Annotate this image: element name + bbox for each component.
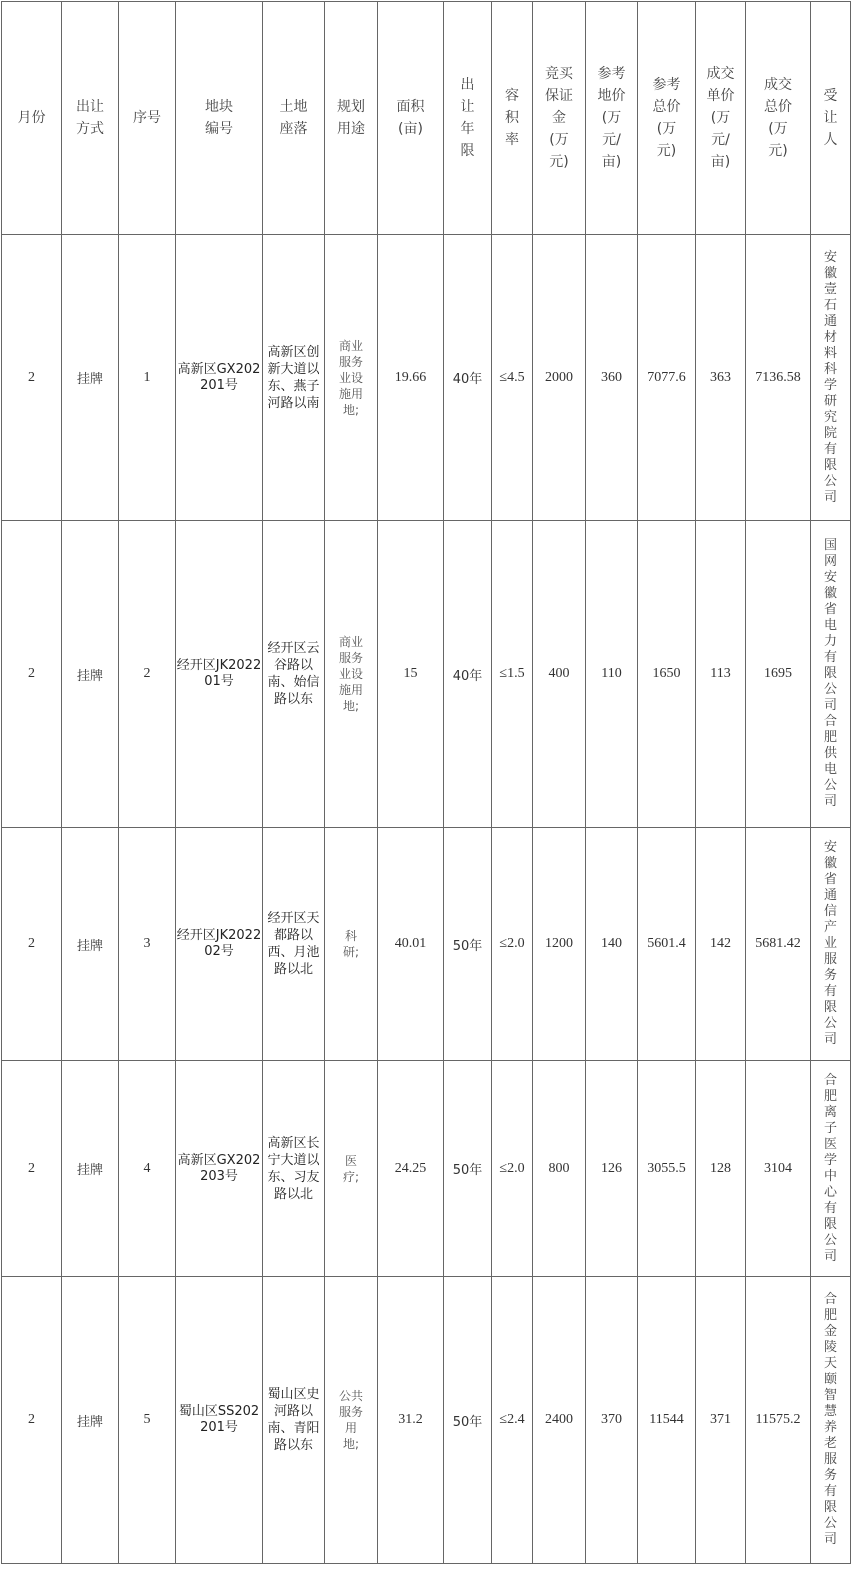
header-cell: 参考地价(万元/亩) [586, 2, 638, 235]
parcel-code-cell: 蜀山区SS202201号 [176, 1277, 263, 1564]
deal-unit-price-cell: 371 [696, 1277, 746, 1564]
ref-unit-price-cell: 140 [586, 828, 638, 1061]
deal-unit-price-cell: 363 [696, 235, 746, 521]
header-cell: 土地座落 [263, 2, 325, 235]
table-row [2, 521, 851, 828]
location-cell: 高新区创新大道以东、燕子河路以南 [263, 235, 325, 521]
land-transfer-table [1, 1, 851, 1564]
header-cell: 受让人 [811, 2, 851, 235]
deal-total-price-cell: 11575.2 [746, 1277, 811, 1564]
location-cell: 经开区云谷路以南、始信路以东 [263, 521, 325, 828]
location-cell: 经开区天都路以西、月池路以北 [263, 828, 325, 1061]
location-cell: 蜀山区史河路以南、青阳路以东 [263, 1277, 325, 1564]
header-cell: 成交单价(万元/亩) [696, 2, 746, 235]
deposit-cell: 1200 [533, 828, 586, 1061]
deposit-cell: 800 [533, 1061, 586, 1277]
serial-cell: 1 [119, 235, 176, 521]
term-cell: 40年 [444, 235, 492, 521]
month-cell: 2 [2, 1277, 62, 1564]
month-cell: 2 [2, 521, 62, 828]
far-cell: ≤2.0 [492, 828, 533, 1061]
area-cell: 15 [378, 521, 444, 828]
month-cell: 2 [2, 1061, 62, 1277]
ref-total-price-cell: 11544 [638, 1277, 696, 1564]
parcel-code-cell: 高新区GX202201号 [176, 235, 263, 521]
ref-unit-price-cell: 360 [586, 235, 638, 521]
usage-cell: 医疗; [325, 1061, 378, 1277]
buyer-cell: 国网安徽省电力有限公司合肥供电公司 [811, 521, 851, 828]
ref-total-price-cell: 3055.5 [638, 1061, 696, 1277]
deal-total-price-cell: 3104 [746, 1061, 811, 1277]
table-row [2, 1277, 851, 1564]
method-cell: 挂牌 [62, 521, 119, 828]
term-cell: 50年 [444, 1277, 492, 1564]
parcel-code-cell: 经开区JK202201号 [176, 521, 263, 828]
ref-total-price-cell: 5601.4 [638, 828, 696, 1061]
ref-unit-price-cell: 126 [586, 1061, 638, 1277]
method-cell: 挂牌 [62, 1061, 119, 1277]
deal-total-price-cell: 7136.58 [746, 235, 811, 521]
parcel-code-cell: 高新区GX202203号 [176, 1061, 263, 1277]
location-cell: 高新区长宁大道以东、习友路以北 [263, 1061, 325, 1277]
buyer-cell: 安徽省通信产业服务有限公司 [811, 828, 851, 1061]
header-cell: 出让方式 [62, 2, 119, 235]
method-cell: 挂牌 [62, 235, 119, 521]
header-cell: 容积率 [492, 2, 533, 235]
far-cell: ≤1.5 [492, 521, 533, 828]
header-cell: 面积(亩) [378, 2, 444, 235]
term-cell: 50年 [444, 1061, 492, 1277]
header-cell: 竞买保证金(万元) [533, 2, 586, 235]
ref-total-price-cell: 7077.6 [638, 235, 696, 521]
far-cell: ≤2.0 [492, 1061, 533, 1277]
header-cell: 参考总价(万元) [638, 2, 696, 235]
usage-cell: 科研; [325, 828, 378, 1061]
serial-cell: 3 [119, 828, 176, 1061]
term-cell: 40年 [444, 521, 492, 828]
header-cell: 成交总价(万元) [746, 2, 811, 235]
serial-cell: 5 [119, 1277, 176, 1564]
far-cell: ≤4.5 [492, 235, 533, 521]
header-cell: 月份 [2, 2, 62, 235]
deal-unit-price-cell: 128 [696, 1061, 746, 1277]
buyer-cell: 安徽壹石通材料科学研究院有限公司 [811, 235, 851, 521]
usage-cell: 公共服务用地; [325, 1277, 378, 1564]
table-row [2, 828, 851, 1061]
deal-unit-price-cell: 113 [696, 521, 746, 828]
term-cell: 50年 [444, 828, 492, 1061]
area-cell: 19.66 [378, 235, 444, 521]
area-cell: 24.25 [378, 1061, 444, 1277]
deposit-cell: 2000 [533, 235, 586, 521]
header-row [2, 2, 851, 235]
ref-total-price-cell: 1650 [638, 521, 696, 828]
buyer-cell: 合肥离子医学中心有限公司 [811, 1061, 851, 1277]
deal-total-price-cell: 5681.42 [746, 828, 811, 1061]
ref-unit-price-cell: 370 [586, 1277, 638, 1564]
parcel-code-cell: 经开区JK202202号 [176, 828, 263, 1061]
header-cell: 出让年限 [444, 2, 492, 235]
month-cell: 2 [2, 235, 62, 521]
area-cell: 31.2 [378, 1277, 444, 1564]
serial-cell: 4 [119, 1061, 176, 1277]
table-row [2, 1061, 851, 1277]
serial-cell: 2 [119, 521, 176, 828]
header-cell: 地块编号 [176, 2, 263, 235]
deal-total-price-cell: 1695 [746, 521, 811, 828]
usage-cell: 商业服务业设施用地; [325, 235, 378, 521]
far-cell: ≤2.4 [492, 1277, 533, 1564]
deal-unit-price-cell: 142 [696, 828, 746, 1061]
usage-cell: 商业服务业设施用地; [325, 521, 378, 828]
buyer-cell: 合肥金陵天颐智慧养老服务有限公司 [811, 1277, 851, 1564]
table-row [2, 235, 851, 521]
ref-unit-price-cell: 110 [586, 521, 638, 828]
deposit-cell: 2400 [533, 1277, 586, 1564]
method-cell: 挂牌 [62, 1277, 119, 1564]
header-cell: 序号 [119, 2, 176, 235]
deposit-cell: 400 [533, 521, 586, 828]
area-cell: 40.01 [378, 828, 444, 1061]
month-cell: 2 [2, 828, 62, 1061]
header-cell: 规划用途 [325, 2, 378, 235]
method-cell: 挂牌 [62, 828, 119, 1061]
